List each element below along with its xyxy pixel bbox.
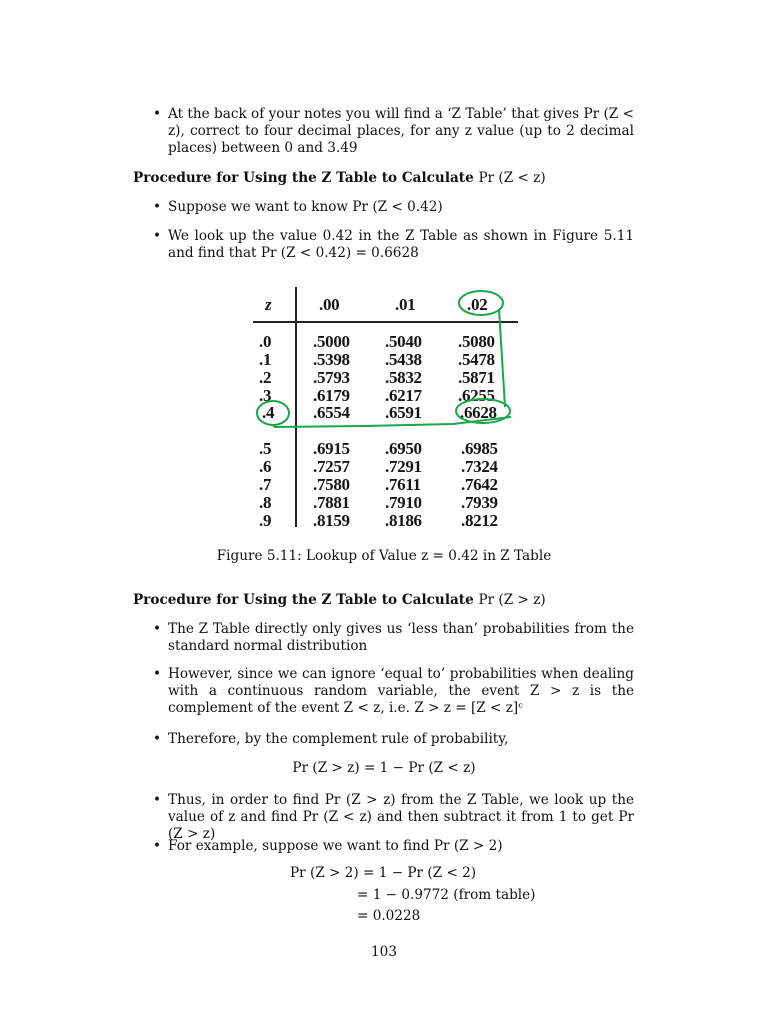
table-cell: .7881 <box>313 493 350 512</box>
table-cell: .6915 <box>313 439 350 458</box>
col-header-00: .00 <box>319 295 340 314</box>
example-line-1: Pr (Z > 2) = 1 − Pr (Z < 2) <box>290 865 477 881</box>
bullet-marker: • <box>153 792 162 808</box>
lookup-annotation-overlay <box>253 287 521 532</box>
table-cell: .6591 <box>385 403 422 422</box>
col-header-02: .02 <box>467 295 488 314</box>
table-cell: .7291 <box>385 457 422 476</box>
table-cell: .7939 <box>461 493 498 512</box>
z-row-label: .8 <box>259 493 272 512</box>
bullet-marker: • <box>153 838 162 854</box>
section2-bullet-5: For example, suppose we want to find Pr (Z > 2) <box>168 838 503 854</box>
table-cell: .5398 <box>313 350 350 369</box>
table-cell: .5478 <box>458 350 495 369</box>
table-cell: .7642 <box>461 475 498 494</box>
heading-formula: Pr (Z < z) <box>478 170 546 186</box>
row-guide-line <box>273 417 511 427</box>
table-cell: .5832 <box>385 368 422 387</box>
z-table-figure <box>253 287 521 532</box>
z-row-label: .0 <box>259 332 272 351</box>
section-heading-greater-than <box>133 592 546 608</box>
z-row-label: .2 <box>259 368 272 387</box>
table-cell: .7324 <box>461 457 498 476</box>
table-cell: .6217 <box>385 386 422 405</box>
table-cell: .7257 <box>313 457 350 476</box>
complement-rule-equation: Pr (Z > z) = 1 − Pr (Z < z) <box>292 760 476 776</box>
example-line-2: = 1 − 0.9772 (from table) <box>357 887 536 903</box>
intro-bullet-text: At the back of your notes you will find a ‘Z Table’ that gives Pr (Z < z), correct to four decimal places, for any z value (up to 2 decimal places) between 0 and 3.49 <box>168 106 634 156</box>
table-cell: .6179 <box>313 386 350 405</box>
bullet-marker: • <box>153 731 162 747</box>
table-cell: .5080 <box>458 332 495 351</box>
table-cell: .7580 <box>313 475 350 494</box>
page-number: 103 <box>371 944 397 960</box>
section2-bullet-2: However, since we can ignore ‘equal to’ probabilities when dealing with a continuous random variable, the event Z > z is the complement of the event Z < z, i.e. Z > z = [Z < z]ᶜ <box>168 666 634 716</box>
table-cell: .5871 <box>458 368 495 387</box>
section-heading-less-than <box>133 170 546 186</box>
table-cell: .5040 <box>385 332 422 351</box>
table-cell: .8212 <box>461 511 498 530</box>
table-cell: .7910 <box>385 493 422 512</box>
z-row-label: .7 <box>259 475 272 494</box>
section2-bullet-1: The Z Table directly only gives us ‘less than’ probabilities from the standard normal distribution <box>168 621 634 654</box>
section1-bullet-1: Suppose we want to know Pr (Z < 0.42) <box>168 199 443 215</box>
z-row-label: .1 <box>259 350 272 369</box>
table-cell: .8159 <box>313 511 350 530</box>
section2-bullet-3: Therefore, by the complement rule of probability, <box>168 731 509 747</box>
row-4-circle <box>257 401 289 425</box>
table-cell: .5438 <box>385 350 422 369</box>
table-cell: .8186 <box>385 511 422 530</box>
table-cell: .5000 <box>313 332 350 351</box>
example-line-3: = 0.0228 <box>357 908 421 924</box>
section2-bullet-4: Thus, in order to find Pr (Z > z) from the Z Table, we look up the value of z and find Pr (Z < z) and then subtract it from 1 to get Pr (Z > z) <box>168 792 634 842</box>
z-row-label: .5 <box>259 439 272 458</box>
bullet-marker: • <box>153 106 162 122</box>
z-column-header: z <box>265 295 272 314</box>
z-row-label: .9 <box>259 511 272 530</box>
column-guide-line <box>499 309 505 407</box>
col-header-01: .01 <box>395 295 416 314</box>
heading-text: Procedure for Using the Z Table to Calculate <box>133 170 474 186</box>
bullet-marker: • <box>153 621 162 637</box>
table-cell: .5793 <box>313 368 350 387</box>
z-row-label: .6 <box>259 457 272 476</box>
heading-formula: Pr (Z > z) <box>478 592 546 608</box>
table-cell: .6985 <box>461 439 498 458</box>
z-row-label-highlighted: .4 <box>262 403 275 422</box>
bullet-marker: • <box>153 228 162 244</box>
bullet-marker: • <box>153 666 162 682</box>
table-cell: .6950 <box>385 439 422 458</box>
z-row-label: .3 <box>259 386 272 405</box>
figure-caption: Figure 5.11: Lookup of Value z = 0.42 in Z Table <box>216 548 552 564</box>
table-cell: .6255 <box>458 386 495 405</box>
bullet-marker: • <box>153 199 162 215</box>
column-02-circle <box>459 291 503 315</box>
heading-text: Procedure for Using the Z Table to Calculate <box>133 592 474 608</box>
table-cell-highlighted: .6628 <box>460 403 497 422</box>
section1-bullet-2: We look up the value 0.42 in the Z Table as shown in Figure 5.11 and find that Pr (Z < 0.42) = 0.6628 <box>168 228 634 261</box>
table-cell: .6554 <box>313 403 350 422</box>
table-cell: .7611 <box>385 475 421 494</box>
